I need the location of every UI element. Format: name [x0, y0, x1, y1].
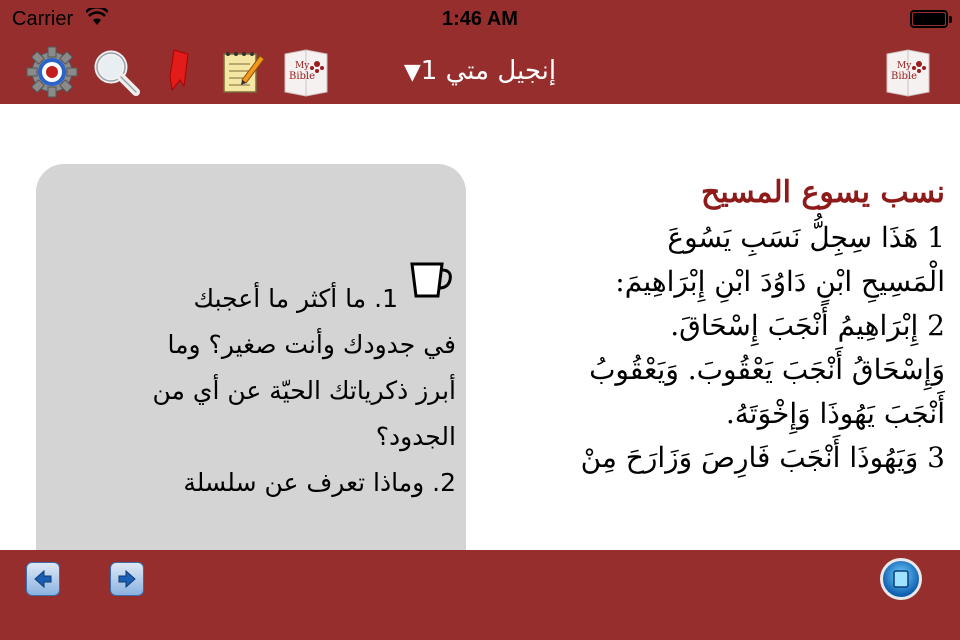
book-title: إنجيل متي [445, 56, 557, 86]
mybible-home-button[interactable] [880, 44, 936, 100]
toolbar [0, 40, 960, 104]
arrow-right-icon [116, 568, 138, 590]
carrier-label: Carrier [12, 8, 74, 30]
verse-line: 1 هَذَا سِجِلُّ نَسَبِ يَسُوعَ [667, 221, 945, 254]
study-questions-panel[interactable] [36, 164, 466, 550]
dropdown-triangle-icon: ▼ [403, 60, 421, 85]
verse-line: وَإِسْحَاقُ أَنْجَبَ يَعْقُوبَ. وَيَعْقُوبُ [589, 353, 945, 386]
bottom-toolbar [0, 550, 960, 640]
verse-line: 2 إِبْرَاهِيمُ أَنْجَبَ إِسْحَاقَ. [670, 309, 945, 342]
arrow-left-icon [32, 568, 54, 590]
scripture-column [490, 170, 945, 550]
verse-line: 3 وَيَهُوذَا أَنْجَبَ فَارِصَ وَزَارَحَ مِنْ [580, 441, 945, 474]
verse-line: أَنْجَبَ يَهُوذَا وَإِخْوَتَهُ. [725, 397, 945, 430]
study-line: الجدود؟ [375, 422, 456, 451]
study-line: في جدودك وأنت صغير؟ وما [167, 330, 456, 359]
svg-text:Bible: Bible [891, 71, 918, 82]
status-bar [0, 0, 960, 40]
mybible-book-icon [883, 46, 933, 98]
svg-text:My: My [295, 61, 310, 71]
previous-chapter-button[interactable] [26, 562, 60, 596]
study-line: 1. ما أكثر ما أعجبك [193, 284, 398, 313]
clock: 1:46 AM [442, 8, 518, 30]
section-heading: نسب يسوع المسيح [701, 175, 945, 210]
battery-icon [910, 10, 948, 28]
svg-text:My: My [897, 61, 912, 71]
reading-mode-button[interactable] [880, 558, 922, 600]
book-chapter-selector[interactable] [0, 56, 960, 86]
study-line: أبرز ذكرياتك الحيّة عن أي من [152, 376, 456, 405]
verse-line: الْمَسِيحِ ابْنِ دَاوُدَ ابْنِ إِبْرَاهِيمَ: [615, 265, 945, 298]
svg-text:Bible: Bible [289, 71, 316, 82]
next-chapter-button[interactable] [110, 562, 144, 596]
study-text [36, 276, 456, 506]
book-view-icon [890, 568, 912, 590]
reader-content[interactable] [0, 104, 960, 550]
study-line: 2. وماذا تعرف عن سلسلة [183, 468, 456, 497]
chapter-number: 1 [420, 56, 438, 86]
